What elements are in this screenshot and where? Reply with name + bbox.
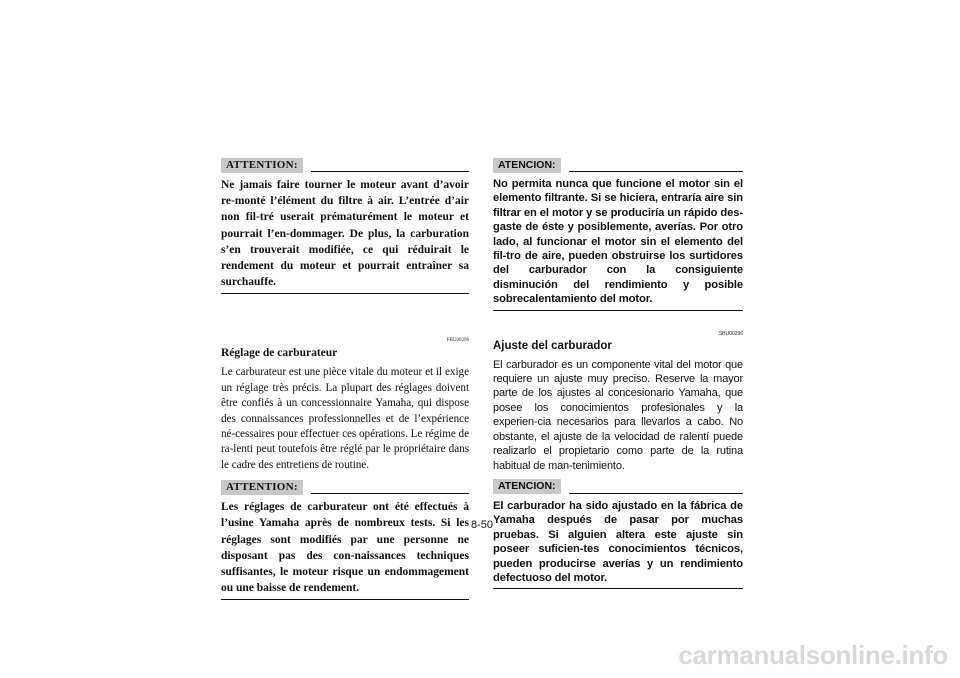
section-title: Ajuste del carburador [493,339,612,352]
caution-text: No permita nunca que funcione el motor sin el elemento filtrante. Si se hiciera, entraría aire sin filtrar en el motor y se produciría un rápido des-gaste de éste y posiblemente, averías. Por otro lado, al funcionar el motor sin el elemento del fil-tro de aire, pueden obstruirse los surtidores del carburador con la consiguiente disminución del rendimiento y posible sobrecalentamiento del motor. [493,177,743,311]
caution-text: Ne jamais faire tourner le moteur avant d’avoir re-monté l’élément du filtre à air. L’entrée d’air non fil-tré userait prématurément le moteur et pourrait l’en-dommager. De plus, la carburation s’en trouverait modifiée, ce qui réduirait le rendement du moteur et pourrait entraîner sa surchauffe. [221,177,469,294]
section-body: Le carburateur est une pièce vitale du moteur et il exige un réglage très précis. La plupart des réglages doivent être confiés à un concessionnaire Yamaha, qui dispose des connaissances professionnelles et de l’expérience né-cessaires pour effectuer ces opérations. Le régime de ra-lenti peut toutefois être réglé par le propriétaire dans le cadre des entretiens de routine. [221,366,469,471]
page-number: 8-50 [470,519,494,531]
caution-label: ATTENTION: [221,480,303,495]
caution-label: ATTENTION: [221,158,303,173]
caution-text: Les réglages de carburateur ont été effectués à l’usine Yamaha après de nombreux tests. Si les réglages sont modifiés par une personne ne disposant pas des con-naissances techniques suffisantes, le moteur risque un endommagement ou une baisse de rendement. [221,499,469,600]
caution-text: El carburador ha sido ajustado en la fábrica de Yamaha después de pasar por muchas pruebas. Si alguien altera este ajuste sin poseer suficien-tes conocimientos técnicos, pueden producirse averías y un rendimiento defectuoso del motor. [493,499,743,589]
caution-rule [311,171,469,172]
caution-header [493,479,743,495]
caution-box-engine-filter-es [493,157,743,311]
site-watermark: carmanualsonline.info [678,640,948,670]
caution-header [221,479,469,495]
caution-header [221,157,469,173]
caution-rule [311,493,469,494]
caution-label: ATENCION: [493,479,561,494]
section-code: FBU00296 [446,338,469,344]
section-body: El carburador es un componente vital del motor que requiere un ajuste muy preciso. Reserve la mayor parte de los ajustes al concesionario Yamaha, que posee los conocimientos profesionales y la experien-cia necesarios para llevarlos a cabo. No obstante, el ajuste de la velocidad de ralentí puede realizarlo el propietario como parte de la rutina habitual de man-tenimiento. [493,358,743,472]
french-column [221,157,469,600]
spanish-column [493,157,743,589]
caution-rule [569,493,743,494]
caution-box-carburetor-es [493,479,743,589]
caution-box-carburetor-fr [221,479,469,600]
section-title: Réglage de carburateur [221,347,338,360]
caution-header [493,157,743,173]
section-code: SBU00296 [718,330,743,337]
caution-label: ATENCION: [493,158,561,173]
caution-rule [569,171,743,172]
caution-box-engine-filter-fr [221,157,469,294]
